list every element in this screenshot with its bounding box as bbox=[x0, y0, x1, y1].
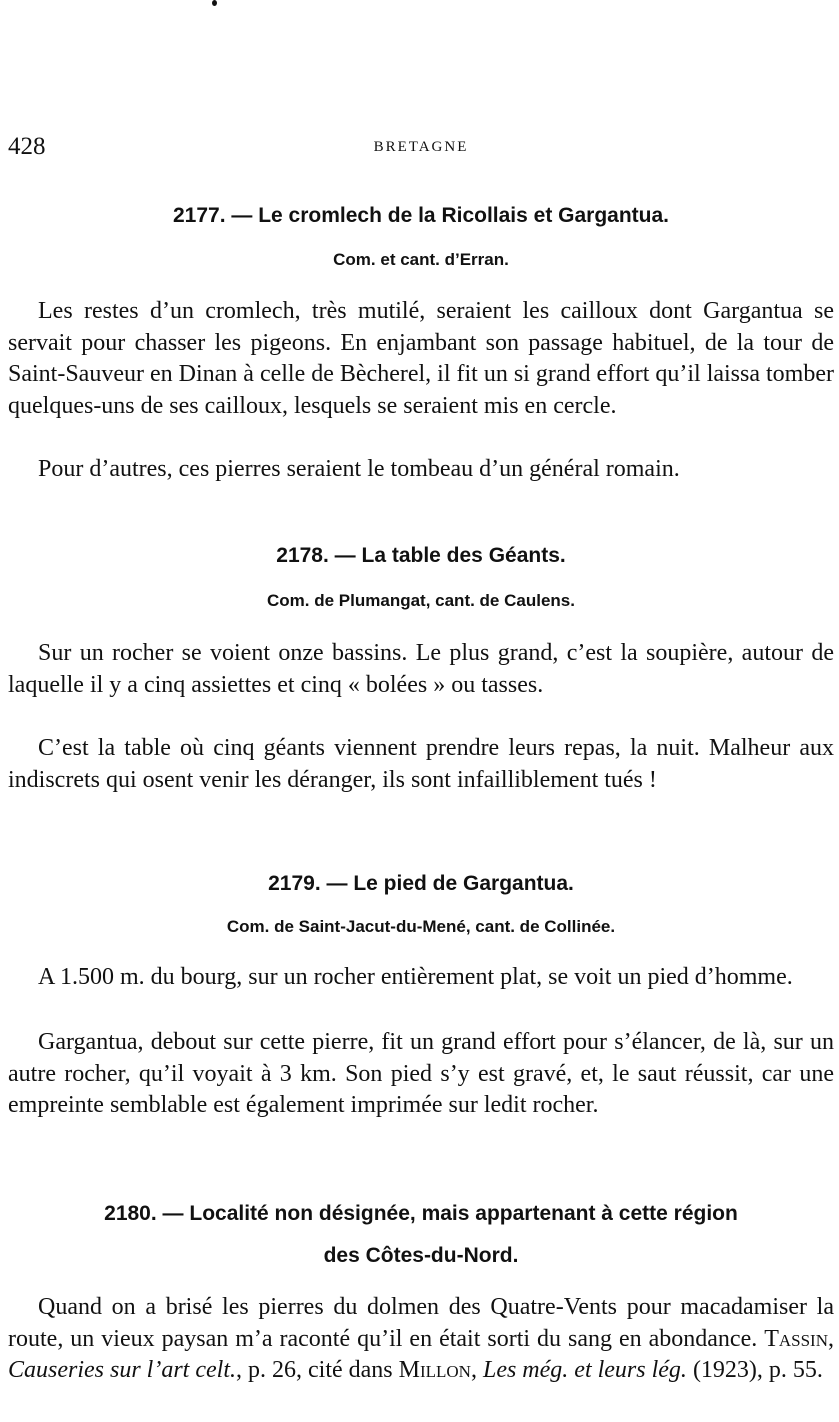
entry-2178-subheading: Com. de Plumangat, cant. de Caulens. bbox=[267, 591, 575, 610]
entry-2178-paragraph-2: C’est la table où cinq géants viennent prendre leurs repas, la nuit. Malheur aux indiscrets qui osent venir les déranger, ils sont infailliblement tués ! bbox=[8, 735, 834, 793]
entry-2177-heading: 2177. — Le cromlech de la Ricollais et Gargantua. bbox=[172, 204, 670, 227]
citation-author-millon: Millon bbox=[398, 1357, 471, 1383]
entry-2179-paragraph-1: A 1.500 m. du bourg, sur un rocher entièrement plat, se voit un pied d’homme. bbox=[38, 964, 793, 990]
citation-separator-2: , bbox=[470, 1357, 483, 1383]
entry-2177-paragraph-1: Les restes d’un cromlech, très mutilé, seraient les cailloux dont Gargantua se servait pour chasser les pigeons. En enjambant son passage habituel, de la tour de Saint-Sauveur en Dinan à celle de Bècherel, il fit un si grand effort qu’il laissa tomber quelques-uns de ses cailloux, lesquels se seraient mis en cercle. bbox=[8, 298, 834, 419]
entry-2180-text-1: Quand on a brisé les pierres du dolmen des Quatre-Vents pour macadamiser la route, un vieux paysan m’a raconté qu’il en était sorti du sang en abondance. bbox=[8, 1294, 834, 1352]
entry-2178-heading: 2178. — La table des Géants. bbox=[276, 544, 566, 567]
citation-title-causeries: Causeries sur l’art celt. bbox=[8, 1357, 236, 1383]
entry-2180-text-3: (1923), p. 55. bbox=[686, 1357, 823, 1383]
entry-2180-paragraph bbox=[8, 1292, 834, 1387]
entry-2180-text-2: , p. 26, cité dans bbox=[236, 1357, 399, 1383]
entry-2180-heading: 2180. — Localité non désignée, mais appartenant à cette région bbox=[104, 1202, 738, 1225]
citation-author-tassin: Tassin bbox=[764, 1325, 828, 1352]
entry-2177-subheading: Com. et cant. d’Erran. bbox=[333, 250, 509, 269]
entry-2177-paragraph-2: Pour d’autres, ces pierres seraient le tombeau d’un général romain. bbox=[38, 456, 680, 482]
running-title: BRETAGNE bbox=[373, 139, 469, 155]
ink-speck bbox=[212, 0, 217, 6]
entry-2178-paragraph-1: Sur un rocher se voient onze bassins. Le plus grand, c’est la soupière, autour de laquelle il y a cinq assiettes et cinq « bolées » ou tasses. bbox=[8, 640, 834, 698]
entry-2179-subheading: Com. de Saint-Jacut-du-Mené, cant. de Collinée. bbox=[226, 917, 616, 936]
running-head bbox=[8, 132, 834, 162]
page-number: 428 bbox=[8, 133, 46, 160]
document-page bbox=[8, 0, 834, 1422]
entry-2180-heading-line-2: des Côtes-du-Nord. bbox=[323, 1244, 519, 1267]
entry-2179-heading: 2179. — Le pied de Gargantua. bbox=[268, 872, 574, 895]
citation-title-megalithes: Les még. et leurs lég. bbox=[482, 1357, 687, 1383]
citation-separator-1: , bbox=[828, 1325, 834, 1352]
entry-2179-paragraph-2: Gargantua, debout sur cette pierre, fit un grand effort pour s’élancer, de là, sur un autre rocher, qu’il voyait à 3 km. Son pied s’y est gravé, et, le saut réussit, car une empreinte semblable est également imprimée sur ledit rocher. bbox=[8, 1029, 834, 1118]
